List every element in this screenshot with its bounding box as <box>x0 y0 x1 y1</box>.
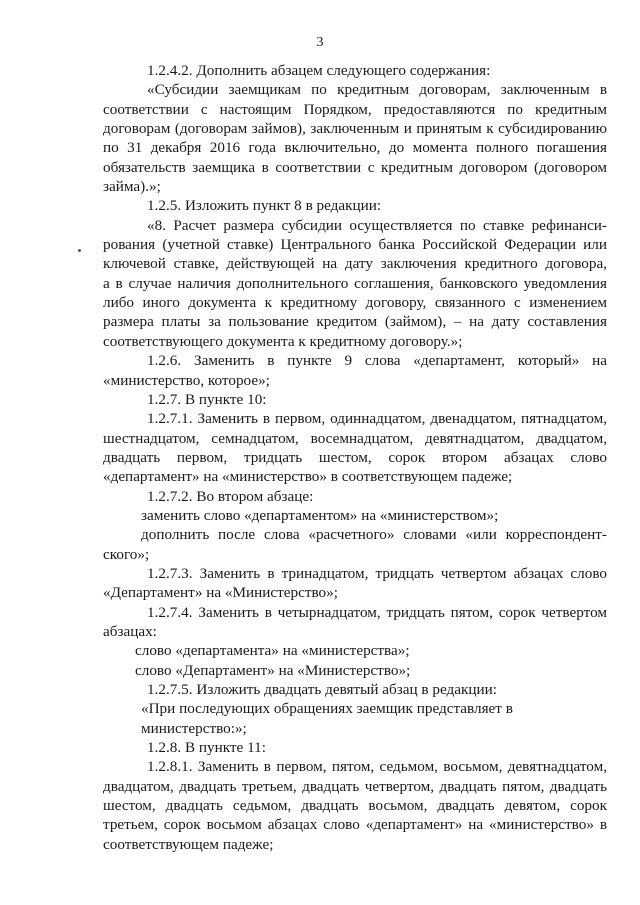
text-line: «Департамент» на «Министерство»; <box>103 584 338 602</box>
text-line: 1.2.7.2. Во втором абзаце: <box>147 487 314 505</box>
text-line: договорам (договорам займов), заключенным и принятым к субсидированию <box>103 120 607 138</box>
text-line: двадцать первом, тридцать шестом, сорок втором абзацах слово <box>103 448 607 466</box>
text-line: шестнадцатом, семнадцатом, восемнадцатом, девятнадцатом, двадцатом, <box>103 429 607 447</box>
text-line: соответствии с настоящим Порядком, предоставляются по кредитным <box>103 100 607 118</box>
text-line: слово «департамента» на «министерства»; <box>135 642 410 660</box>
text-line: 1.2.7.1. Заменить в первом, одиннадцатом, двенадцатом, пятнадцатом, <box>147 410 607 428</box>
text-line: обязательств заемщика в соответствии с кредитным договором (договором <box>103 158 607 176</box>
text-line: займа).»; <box>103 178 161 196</box>
text-line: слово «Департамент» на «Министерство»; <box>135 661 411 679</box>
document-body <box>103 61 607 854</box>
page-number: 3 <box>316 35 324 50</box>
text-line: «8. Расчет размера субсидии осуществляется по ставке рефинанси- <box>147 216 607 234</box>
text-line: 1.2.7.3. Заменить в тринадцатом, тридцать четвертом абзацах слово <box>147 564 607 582</box>
text-line: 1.2.7.4. Заменить в четырнадцатом, тридцать пятом, сорок четвертом <box>147 603 607 621</box>
text-line: 1.2.5. Изложить пункт 8 в редакции: <box>147 197 382 215</box>
text-line: дополнить после слова «расчетного» словами «или корреспондент- <box>141 526 607 544</box>
text-line: либо иного документа к кредитному договору, связанного с изменением <box>103 294 607 312</box>
scan-speck <box>78 249 81 252</box>
text-line: двадцатом, двадцать третьем, двадцать четвертом, двадцать пятом, двадцать <box>103 777 607 795</box>
text-line: 1.2.7. В пункте 10: <box>147 390 267 408</box>
text-line: «департамент» на «министерство» в соответствующем падеже; <box>103 468 513 486</box>
text-line: «При последующих обращениях заемщик представляет в министерство:»; <box>141 700 513 737</box>
text-line: «Субсидии заемщикам по кредитным договорам, заключенным в <box>147 81 607 99</box>
text-line: а в случае наличия дополнительного соглашения, банковского уведомления <box>103 274 607 292</box>
text-line: рования (учетной ставке) Центрального банка Российской Федерации или <box>103 236 607 254</box>
text-line: заменить слово «департаментом» на «министерством»; <box>141 506 499 524</box>
text-line: третьем, сорок восьмом абзацах слово «департамент» на «министерство» в <box>103 816 607 834</box>
text-line: абзацах: <box>103 622 157 640</box>
text-line: по 31 декабря 2016 года включительно, до момента полного погашения <box>103 139 607 157</box>
text-line: 1.2.7.5. Изложить двадцать девятый абзац в редакции: <box>147 681 497 698</box>
text-line: 1.2.8. В пункте 11: <box>147 739 266 757</box>
text-line: 1.2.6. Заменить в пункте 9 слова «департамент, который» на <box>147 352 607 370</box>
text-line: 1.2.4.2. Дополнить абзацем следующего содержания: <box>147 62 491 79</box>
text-line: ключевой ставке, действующей на дату заключения кредитного договора, <box>103 255 607 273</box>
text-line: ского»; <box>103 545 150 563</box>
text-line: соответствующего документа к кредитному договору.»; <box>103 332 463 350</box>
text-line: соответствующем падеже; <box>103 835 274 853</box>
text-line: «министерство, которое»; <box>103 371 270 389</box>
text-line: 1.2.8.1. Заменить в первом, пятом, седьмом, восьмом, девятнадцатом, <box>147 758 607 776</box>
text-line: размера платы за пользование кредитом (займом), – на дату составления <box>103 313 607 331</box>
text-line: шестом, двадцать седьмом, двадцать восьмом, двадцать девятом, сорок <box>103 797 607 815</box>
